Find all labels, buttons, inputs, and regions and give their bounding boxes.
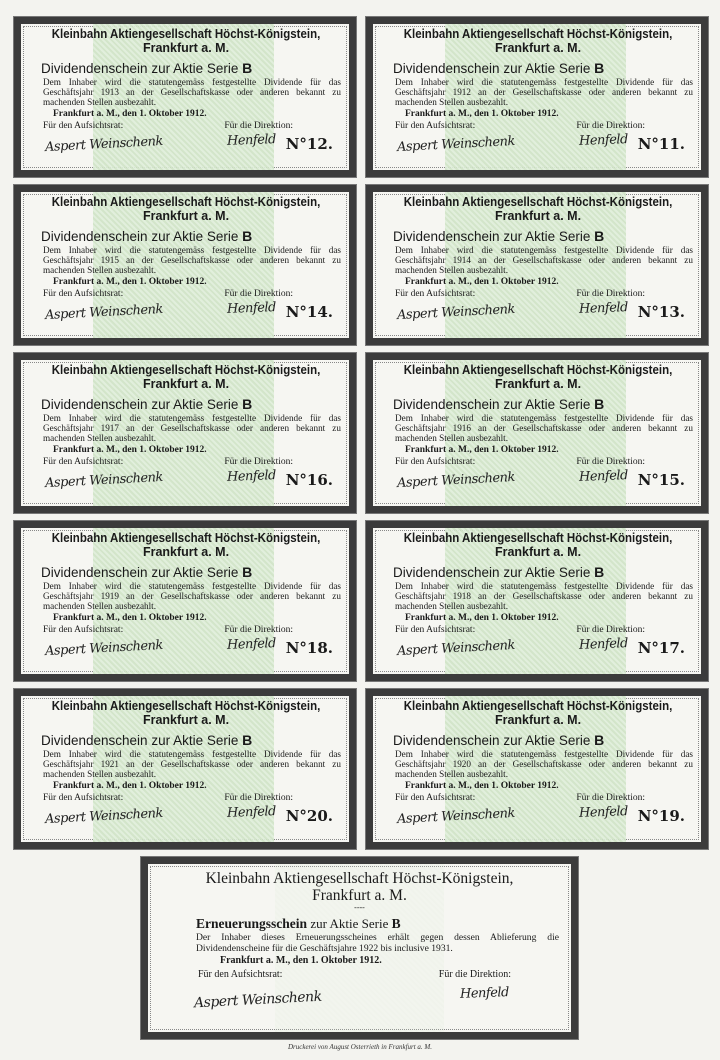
coupon-signature-board: Aspert Weinschenk [396,133,516,156]
coupon-direction-label: Für die Direktion: [576,457,645,467]
coupon-number: N°13. [637,303,685,321]
coupon-board-label: Für den Aufsichtsrat: [395,121,476,131]
coupon-year: 1916 [452,423,471,433]
coupon-signature-board: Aspert Weinschenk [396,805,516,828]
coupon-body: Dem Inhaber wird die statutengemäss festgestellte Dividende für das Geschäftsjahr 1915 an der Gesellschaftskasse oder anderen bekannt zu machenden Stellen ausbezahlt. [43,245,341,275]
coupon-city: Frankfurt a. M. [494,41,582,55]
coupon-body: Dem Inhaber wird die statutengemäss festgestellte Dividende für das Geschäftsjahr 1913 an der Gesellschaftskasse oder anderen bekannt zu machenden Stellen ausbezahlt. [43,77,341,107]
coupon-signature-direction: Henfeld [578,804,629,821]
coupon-direction-label: Für die Direktion: [576,793,645,803]
coupon-city: Frankfurt a. M. [142,545,230,559]
coupon-body: Dem Inhaber wird die statutengemäss festgestellte Dividende für das Geschäftsjahr 1912 an der Gesellschaftskasse oder anderen bekannt zu machenden Stellen ausbezahlt. [395,77,693,107]
coupon-signature-direction: Henfeld [578,468,629,485]
coupon-title: Dividendenschein zur Aktie Serie B [393,228,605,244]
coupon-signature-board: Aspert Weinschenk [44,301,164,324]
coupon-number: N°12. [285,135,333,153]
coupon-year: 1913 [100,87,119,97]
dividend-coupon [366,689,708,849]
renewal-direction-label: Für die Direktion: [438,969,511,980]
coupon-title: Dividendenschein zur Aktie Serie B [41,396,253,412]
coupon-direction-label: Für die Direktion: [224,793,293,803]
coupon-city: Frankfurt a. M. [142,377,230,391]
dividend-coupon [14,353,356,513]
coupon-board-label: Für den Aufsichtsrat: [43,793,124,803]
coupon-signature-board: Aspert Weinschenk [44,805,164,828]
coupon-company: Kleinbahn Aktiengesellschaft Höchst-Königstein, [403,531,673,545]
coupon-signature-board: Aspert Weinschenk [396,469,516,492]
coupon-body: Dem Inhaber wird die statutengemäss festgestellte Dividende für das Geschäftsjahr 1917 an der Gesellschaftskasse oder anderen bekannt zu machenden Stellen ausbezahlt. [43,413,341,443]
coupon-date: Frankfurt a. M., den 1. Oktober 1912. [405,613,559,623]
coupon-direction-label: Für die Direktion: [224,625,293,635]
coupon-board-label: Für den Aufsichtsrat: [395,289,476,299]
coupon-city: Frankfurt a. M. [142,41,230,55]
coupon-city: Frankfurt a. M. [142,713,230,727]
coupon-number: N°18. [285,639,333,657]
coupon-body: Dem Inhaber wird die statutengemäss festgestellte Dividende für das Geschäftsjahr 1916 an der Gesellschaftskasse oder anderen bekannt zu machenden Stellen ausbezahlt. [395,413,693,443]
dividend-coupon [366,185,708,345]
coupon-number: N°11. [637,135,685,153]
coupon-number: N°20. [285,807,333,825]
coupon-number: N°17. [637,639,685,657]
coupon-title: Dividendenschein zur Aktie Serie B [393,732,605,748]
coupon-signature-direction: Henfeld [226,132,277,149]
coupon-date: Frankfurt a. M., den 1. Oktober 1912. [53,613,207,623]
coupon-date: Frankfurt a. M., den 1. Oktober 1912. [53,781,207,791]
coupon-company: Kleinbahn Aktiengesellschaft Höchst-Königstein, [51,195,321,209]
coupon-body: Dem Inhaber wird die statutengemäss festgestellte Dividende für das Geschäftsjahr 1921 an der Gesellschaftskasse oder anderen bekannt zu machenden Stellen ausbezahlt. [43,749,341,779]
renewal-divider: ---- [354,903,365,912]
dividend-coupon [366,521,708,681]
renewal-certificate [141,857,578,1039]
renewal-city: Frankfurt a. M. [312,887,407,904]
coupon-signature-board: Aspert Weinschenk [44,469,164,492]
renewal-company: Kleinbahn Aktiengesellschaft Höchst-Königstein, [205,870,514,887]
coupon-date: Frankfurt a. M., den 1. Oktober 1912. [53,277,207,287]
coupon-board-label: Für den Aufsichtsrat: [395,457,476,467]
coupon-date: Frankfurt a. M., den 1. Oktober 1912. [53,109,207,119]
coupon-number: N°19. [637,807,685,825]
coupon-year: 1912 [452,87,471,97]
coupon-title: Dividendenschein zur Aktie Serie B [393,564,605,580]
printer-imprint: Druckerei von August Osterrieth in Frankfurt a. M. [287,1043,433,1051]
coupon-date: Frankfurt a. M., den 1. Oktober 1912. [405,277,559,287]
renewal-signature-board: Aspert Weinschenk [193,988,323,1012]
coupon-year: 1918 [452,591,471,601]
coupon-body: Dem Inhaber wird die statutengemäss festgestellte Dividende für das Geschäftsjahr 1920 an der Gesellschaftskasse oder anderen bekannt zu machenden Stellen ausbezahlt. [395,749,693,779]
coupon-signature-direction: Henfeld [226,636,277,653]
coupon-board-label: Für den Aufsichtsrat: [43,457,124,467]
coupon-direction-label: Für die Direktion: [224,289,293,299]
coupon-number: N°14. [285,303,333,321]
coupon-company: Kleinbahn Aktiengesellschaft Höchst-Königstein, [403,195,673,209]
coupon-direction-label: Für die Direktion: [576,625,645,635]
dividend-coupon [366,353,708,513]
coupon-signature-direction: Henfeld [226,300,277,317]
coupon-signature-board: Aspert Weinschenk [396,301,516,324]
coupon-board-label: Für den Aufsichtsrat: [395,625,476,635]
coupon-signature-board: Aspert Weinschenk [44,133,164,156]
dividend-coupon [366,17,708,177]
coupon-number: N°15. [637,471,685,489]
dividend-coupon [14,17,356,177]
coupon-year: 1920 [452,759,471,769]
coupon-direction-label: Für die Direktion: [576,121,645,131]
coupon-board-label: Für den Aufsichtsrat: [43,121,124,131]
coupon-title: Dividendenschein zur Aktie Serie B [41,732,253,748]
renewal-title: Erneuerungsschein zur Aktie Serie B [196,916,401,931]
coupon-company: Kleinbahn Aktiengesellschaft Höchst-Königstein, [403,27,673,41]
coupon-title: Dividendenschein zur Aktie Serie B [393,396,605,412]
coupon-date: Frankfurt a. M., den 1. Oktober 1912. [53,445,207,455]
coupon-year: 1917 [100,423,119,433]
coupon-year: 1921 [100,759,119,769]
coupon-company: Kleinbahn Aktiengesellschaft Höchst-Königstein, [403,699,673,713]
coupon-city: Frankfurt a. M. [494,209,582,223]
coupon-city: Frankfurt a. M. [142,209,230,223]
coupon-title: Dividendenschein zur Aktie Serie B [393,60,605,76]
coupon-title: Dividendenschein zur Aktie Serie B [41,564,253,580]
coupon-signature-direction: Henfeld [578,132,629,149]
dividend-coupon [14,185,356,345]
coupon-year: 1919 [100,591,119,601]
coupon-signature-direction: Henfeld [226,804,277,821]
coupon-signature-board: Aspert Weinschenk [396,637,516,660]
coupon-company: Kleinbahn Aktiengesellschaft Höchst-Königstein, [51,27,321,41]
coupon-year: 1914 [452,255,471,265]
coupon-board-label: Für den Aufsichtsrat: [43,289,124,299]
coupon-signature-direction: Henfeld [578,636,629,653]
coupon-direction-label: Für die Direktion: [576,289,645,299]
dividend-coupon [14,521,356,681]
renewal-body: Der Inhaber dieses Erneuerungsscheines erhält gegen dessen Ablieferung die Dividendenscheine für die Geschäftsjahre 1922 bis inclusive 1931. [196,932,559,954]
coupon-company: Kleinbahn Aktiengesellschaft Höchst-Königstein, [51,531,321,545]
coupon-board-label: Für den Aufsichtsrat: [43,625,124,635]
coupon-body: Dem Inhaber wird die statutengemäss festgestellte Dividende für das Geschäftsjahr 1914 an der Gesellschaftskasse oder anderen bekannt zu machenden Stellen ausbezahlt. [395,245,693,275]
dividend-coupon [14,689,356,849]
coupon-city: Frankfurt a. M. [494,377,582,391]
renewal-date: Frankfurt a. M., den 1. Oktober 1912. [220,955,382,966]
coupon-date: Frankfurt a. M., den 1. Oktober 1912. [405,445,559,455]
coupon-company: Kleinbahn Aktiengesellschaft Höchst-Königstein, [51,699,321,713]
coupon-signature-direction: Henfeld [226,468,277,485]
coupon-signature-board: Aspert Weinschenk [44,637,164,660]
coupon-body: Dem Inhaber wird die statutengemäss festgestellte Dividende für das Geschäftsjahr 1918 an der Gesellschaftskasse oder anderen bekannt zu machenden Stellen ausbezahlt. [395,581,693,611]
coupon-city: Frankfurt a. M. [494,713,582,727]
coupon-date: Frankfurt a. M., den 1. Oktober 1912. [405,109,559,119]
renewal-signature-direction: Henfeld [459,985,510,1002]
coupon-direction-label: Für die Direktion: [224,121,293,131]
renewal-board-label: Für den Aufsichtsrat: [198,969,283,980]
coupon-title: Dividendenschein zur Aktie Serie B [41,60,253,76]
coupon-date: Frankfurt a. M., den 1. Oktober 1912. [405,781,559,791]
coupon-company: Kleinbahn Aktiengesellschaft Höchst-Königstein, [51,363,321,377]
coupon-signature-direction: Henfeld [578,300,629,317]
coupon-year: 1915 [100,255,119,265]
coupon-direction-label: Für die Direktion: [224,457,293,467]
coupon-city: Frankfurt a. M. [494,545,582,559]
coupon-board-label: Für den Aufsichtsrat: [395,793,476,803]
coupon-body: Dem Inhaber wird die statutengemäss festgestellte Dividende für das Geschäftsjahr 1919 an der Gesellschaftskasse oder anderen bekannt zu machenden Stellen ausbezahlt. [43,581,341,611]
coupon-company: Kleinbahn Aktiengesellschaft Höchst-Königstein, [403,363,673,377]
coupon-number: N°16. [285,471,333,489]
coupon-title: Dividendenschein zur Aktie Serie B [41,228,253,244]
